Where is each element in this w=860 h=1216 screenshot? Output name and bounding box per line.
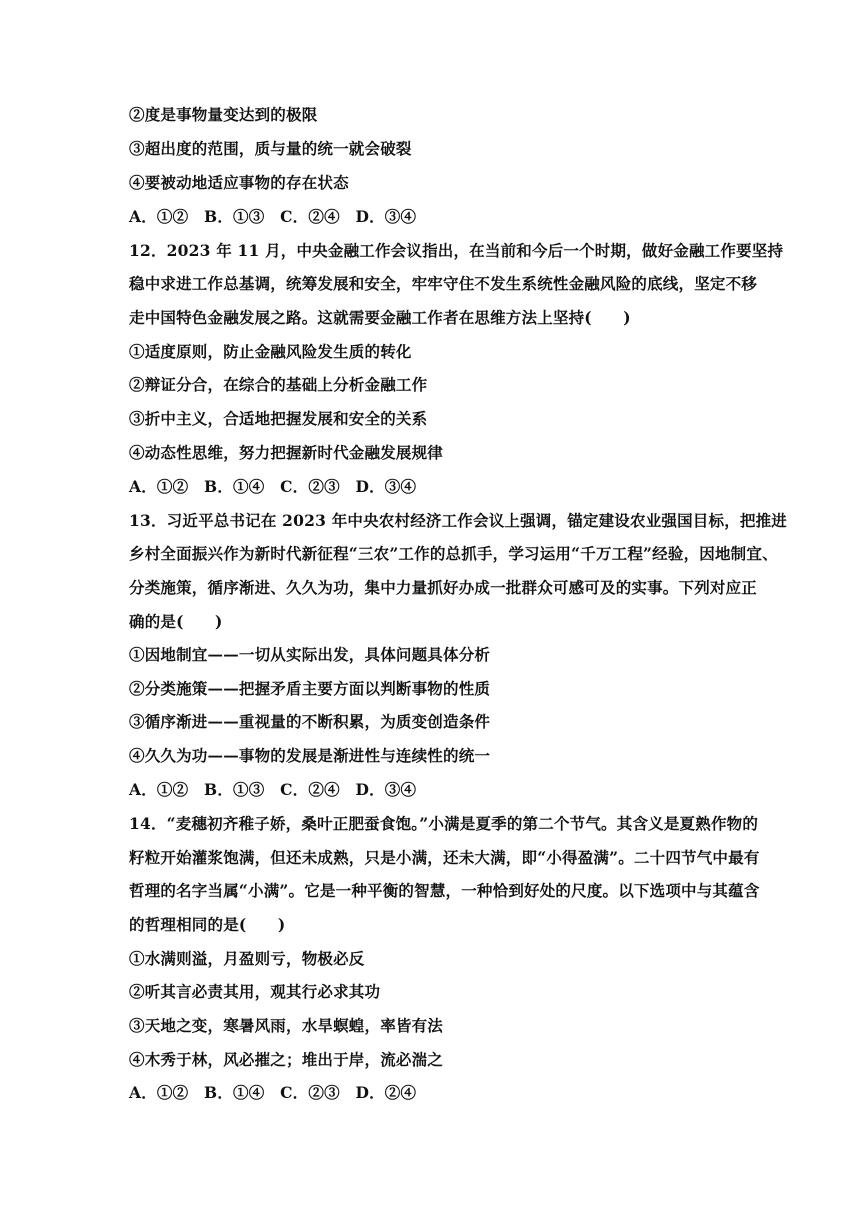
option-line: ②听其言必责其用，观其行必求其功: [129, 982, 381, 1001]
question-14-text: 14．“麦穗初齐稚子娇，桑叶正肥蚕食饱。”小满是夏季的第二个节气。其含义是夏熟作物的: [129, 814, 759, 833]
answer-choices: A．①② B．①④ C．②③ D．③④: [129, 477, 417, 496]
question-12-text: 12．2023 年 11 月，中央金融工作会议指出，在当前和今后一个时期，做好金融工作要坚持: [129, 241, 784, 260]
option-line: ①水满则溢，月盈则亏，物极必反: [129, 949, 365, 968]
answer-choices: A．①② B．①③ C．②④ D．③④: [129, 780, 417, 799]
option-line: ②辩证分合，在综合的基础上分析金融工作: [129, 375, 428, 394]
option-line: ①因地制宜——一切从实际出发，具体问题具体分析: [129, 645, 491, 664]
option-line: ④久久为功——事物的发展是渐进性与连续性的统一: [129, 746, 491, 765]
question-14-text: 的哲理相同的是( ): [129, 915, 286, 934]
question-14-text: 哲理的名字当属“小满”。它是一种平衡的智慧，一种恰到好处的尺度。以下选项中与其蕴含: [129, 881, 760, 900]
option-line: ④木秀于林，风必摧之；堆出于岸，流必湍之: [129, 1050, 444, 1069]
question-12-text: 稳中求进工作总基调，统筹发展和安全，牢牢守住不发生系统性金融风险的底线，坚定不移: [129, 274, 758, 293]
answer-choices: A．①② B．①③ C．②④ D．③④: [129, 207, 417, 226]
option-line: ②度是事物量变达到的极限: [129, 105, 318, 124]
option-line: ③循序渐进——重视量的不断积累，为质变创造条件: [129, 712, 491, 731]
option-line: ③超出度的范围，质与量的统一就会破裂: [129, 139, 412, 158]
question-13-text: 确的是( ): [129, 612, 223, 631]
option-line: ④要被动地适应事物的存在状态: [129, 173, 349, 192]
option-line: ③折中主义，合适地把握发展和安全的关系: [129, 409, 428, 428]
option-line: ③天地之变，寒暑风雨，水旱螟蝗，率皆有法: [129, 1016, 444, 1035]
option-line: ②分类施策——把握矛盾主要方面以判断事物的性质: [129, 679, 491, 698]
question-13-text: 乡村全面振兴作为新时代新征程“三农”工作的总抓手，学习运用“千万工程”经验，因地制宜、: [129, 544, 778, 563]
answer-choices: A．①② B．①④ C．②③ D．②④: [129, 1083, 417, 1102]
question-13-text: 13．习近平总书记在 2023 年中央农村经济工作会议上强调，锚定建设农业强国目标，把推进: [129, 511, 788, 530]
question-12-text: 走中国特色金融发展之路。这就需要金融工作者在思维方法上坚持( ): [129, 308, 631, 327]
option-line: ④动态性思维，努力把握新时代金融发展规律: [129, 443, 444, 462]
question-14-text: 籽粒开始灌浆饱满，但还未成熟，只是小满，还未大满，即“小得盈满”。二十四节气中最有: [129, 848, 760, 867]
question-13-text: 分类施策，循序渐进、久久为功，集中力量抓好办成一批群众可感可及的实事。下列对应正: [129, 578, 758, 597]
option-line: ①适度原则，防止金融风险发生质的转化: [129, 342, 412, 361]
